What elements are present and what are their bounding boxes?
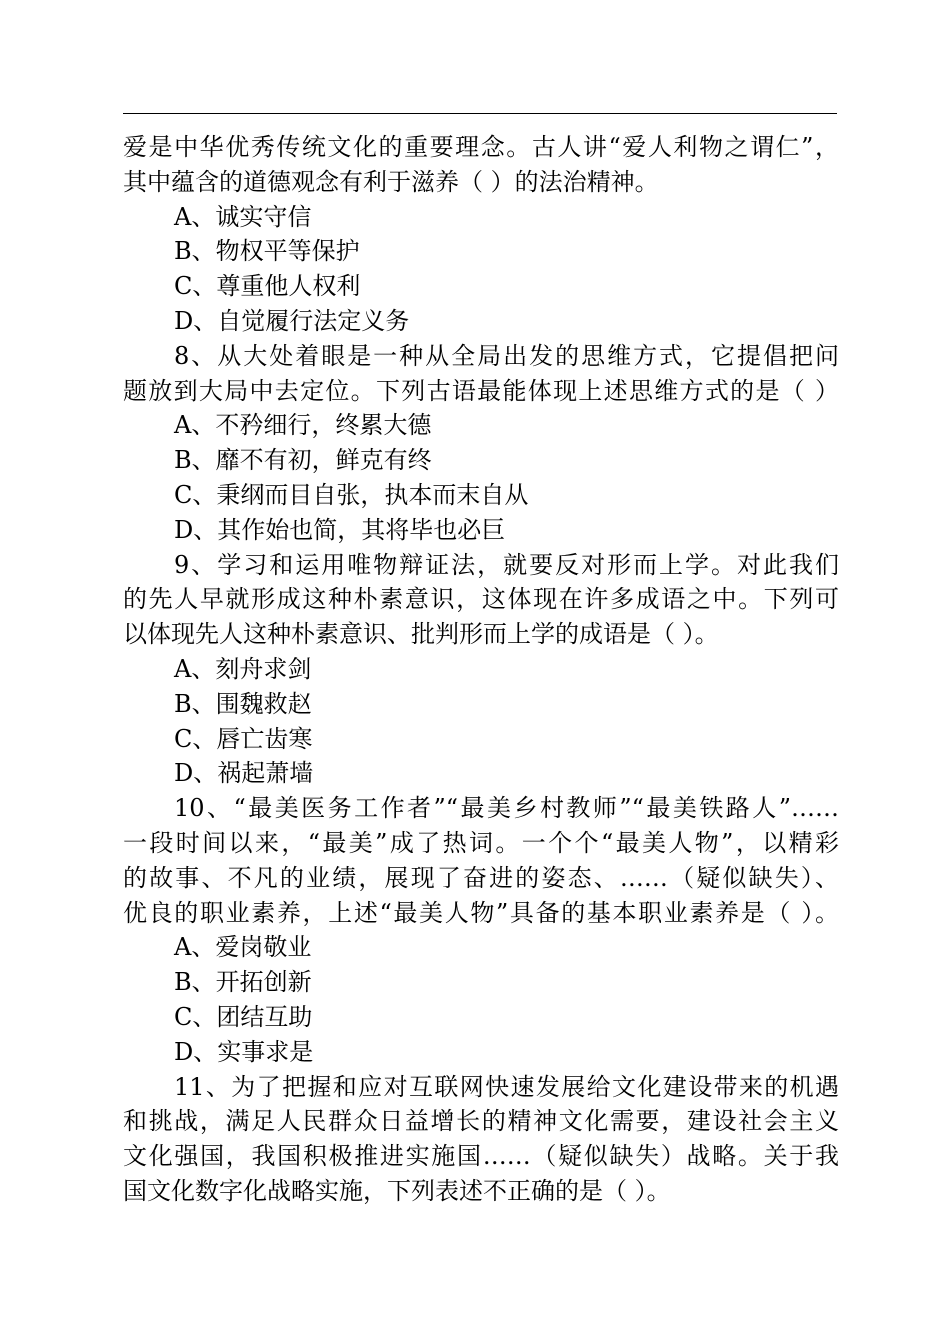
question-stem-line: 文化强国，我国积极推进实施国……（疑似缺失）战略。关于我 [123,1142,839,1171]
question-stem-line: 题放到大局中去定位。下列古语最能体现上述思维方式的是（ ） [123,376,839,405]
question-stem-line: 以体现先人这种朴素意识、批判形而上学的成语是（ ）。 [123,620,719,649]
question-stem-line: 和挑战，满足人民群众日益增长的精神文化需要，建设社会主义 [123,1107,839,1136]
document-body [123,130,839,1209]
question-stem-line: 国文化数字化战略实施，下列表述不正确的是（ ）。 [123,1176,671,1205]
question-8 [123,339,839,548]
question-stem-line: 10、“最美医务工作者”“最美乡村教师”“最美铁路人”…… [174,794,839,823]
option-b: B、靡不有初，鲜克有终 [174,446,432,475]
option-a: A、诚实守信 [174,202,312,231]
option-a: A、不矜细行，终累大德 [174,411,432,440]
option-c: C、唇亡齿寒 [174,724,313,753]
question-stem-line: 优良的职业素养，上述“最美人物”具备的基本职业素养是（ ）。 [123,898,839,927]
option-c: C、团结互助 [174,1002,313,1031]
question-stem-line: 爱是中华优秀传统文化的重要理念。古人讲“爱人利物之谓仁”， [123,133,839,161]
option-b: B、物权平等保护 [174,237,360,266]
question-11 [123,1070,839,1209]
option-c: C、秉纲而目自张，执本而末自从 [174,480,529,509]
question-9 [123,548,839,792]
question-stem-line: 一段时间以来，“最美”成了热词。一个个“最美人物”，以精彩 [123,828,839,857]
question-stem-line: 的先人早就形成这种朴素意识，这体现在许多成语之中。下列可 [123,585,839,614]
question-stem-line: 其中蕴含的道德观念有利于滋养（ ）的法治精神。 [123,167,659,196]
option-d: D、祸起萧墙 [174,759,314,788]
question-stem-line: 的故事、不凡的业绩，展现了奋进的姿态、……（疑似缺失）、 [123,863,839,892]
header-rule [123,113,837,114]
option-c: C、尊重他人权利 [174,272,361,301]
option-d: D、其作始也简，其将毕也必巨 [174,515,506,544]
option-d: D、实事求是 [174,1037,314,1066]
question-7 [123,130,839,339]
question-stem-line: 9、学习和运用唯物辩证法，就要反对形而上学。对此我们 [174,550,839,579]
question-stem-line: 8、从大处着眼是一种从全局出发的思维方式，它提倡把问 [174,341,839,370]
question-stem-line: 11、为了把握和应对互联网快速发展给文化建设带来的机遇 [174,1072,839,1101]
option-b: B、开拓创新 [174,968,312,997]
option-d: D、自觉履行法定义务 [174,306,410,335]
option-b: B、围魏救赵 [174,689,312,718]
option-a: A、刻舟求剑 [174,654,312,683]
question-10 [123,791,839,1069]
option-a: A、爱岗敬业 [174,933,312,962]
